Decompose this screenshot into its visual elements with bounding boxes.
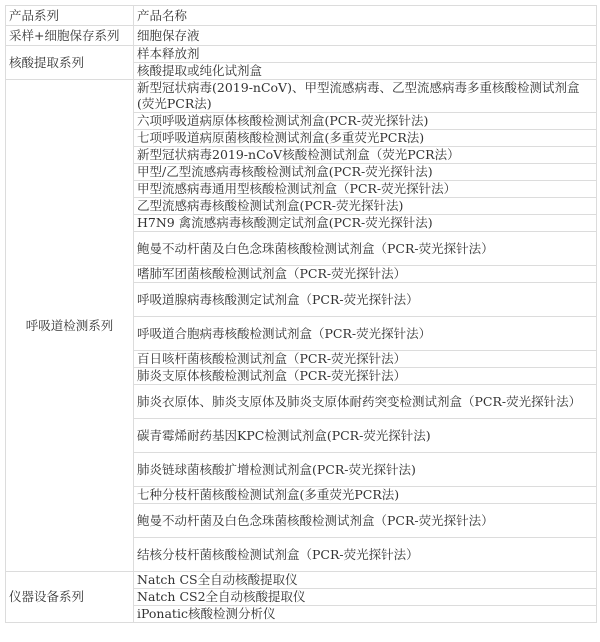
product-cell: 乙型流感病毒核酸检测试剂盒(PCR-荧光探针法): [134, 198, 597, 215]
table-row: [6, 572, 597, 589]
product-cell: 样本释放剂: [134, 46, 597, 63]
product-cell: 核酸提取或纯化试剂盒: [134, 63, 597, 80]
product-cell: 百日咳杆菌核酸检测试剂盒（PCR-荧光探针法）: [134, 351, 597, 368]
series-cell: 仪器设备系列: [6, 572, 134, 623]
product-cell: 甲型/乙型流感病毒核酸检测试剂盒(PCR-荧光探针法): [134, 164, 597, 181]
product-cell: 新型冠状病毒(2019-nCoV)、甲型流感病毒、乙型流感病毒多重核酸检测试剂盒(荧光PCR法): [134, 80, 597, 113]
product-cell: 六项呼吸道病原体核酸检测试剂盒(PCR-荧光探针法): [134, 113, 597, 130]
product-cell: iPonatic核酸检测分析仪: [134, 606, 597, 623]
header-row: [6, 6, 597, 26]
product-cell: 细胞保存液: [134, 26, 597, 46]
header-series: 产品系列: [6, 6, 134, 26]
product-cell: 结核分枝杆菌核酸检测试剂盒（PCR-荧光探针法）: [134, 538, 597, 572]
product-cell: 鲍曼不动杆菌及白色念珠菌核酸检测试剂盒（PCR-荧光探针法）: [134, 232, 597, 266]
product-cell: 呼吸道合胞病毒核酸检测试剂盒（PCR-荧光探针法）: [134, 317, 597, 351]
product-cell: 碳青霉烯耐药基因KPC检测试剂盒(PCR-荧光探针法): [134, 419, 597, 453]
table-row: [6, 80, 597, 113]
product-cell: 鲍曼不动杆菌及白色念珠菌核酸检测试剂盒（PCR-荧光探针法）: [134, 504, 597, 538]
product-cell: 新型冠状病毒2019-nCoV核酸检测试剂盒（荧光PCR法）: [134, 147, 597, 164]
product-cell: 呼吸道腺病毒核酸测定试剂盒（PCR-荧光探针法）: [134, 283, 597, 317]
product-cell: 肺炎链球菌核酸扩增检测试剂盒(PCR-荧光探针法): [134, 453, 597, 487]
series-cell: 采样+细胞保存系列: [6, 26, 134, 46]
product-cell: 甲型流感病毒通用型核酸检测试剂盒（PCR-荧光探针法）: [134, 181, 597, 198]
product-cell: 七种分枝杆菌核酸检测试剂盒(多重荧光PCR法): [134, 487, 597, 504]
product-cell: 肺炎衣原体、肺炎支原体及肺炎支原体耐药突变检测试剂盒（PCR-荧光探针法）: [134, 385, 597, 419]
product-table: [5, 5, 597, 623]
table-row: [6, 26, 597, 46]
product-cell: Natch CS2全自动核酸提取仪: [134, 589, 597, 606]
header-name: 产品名称: [134, 6, 597, 26]
product-cell: 嗜肺军团菌核酸检测试剂盒（PCR-荧光探针法）: [134, 266, 597, 283]
product-cell: 七项呼吸道病原菌核酸检测试剂盒(多重荧光PCR法): [134, 130, 597, 147]
series-cell: 呼吸道检测系列: [6, 80, 134, 572]
product-cell: 肺炎支原体核酸检测试剂盒（PCR-荧光探针法）: [134, 368, 597, 385]
series-cell: 核酸提取系列: [6, 46, 134, 80]
product-cell: H7N9 禽流感病毒核酸测定试剂盒(PCR-荧光探针法): [134, 215, 597, 232]
product-cell: Natch CS全自动核酸提取仪: [134, 572, 597, 589]
table-row: [6, 46, 597, 63]
